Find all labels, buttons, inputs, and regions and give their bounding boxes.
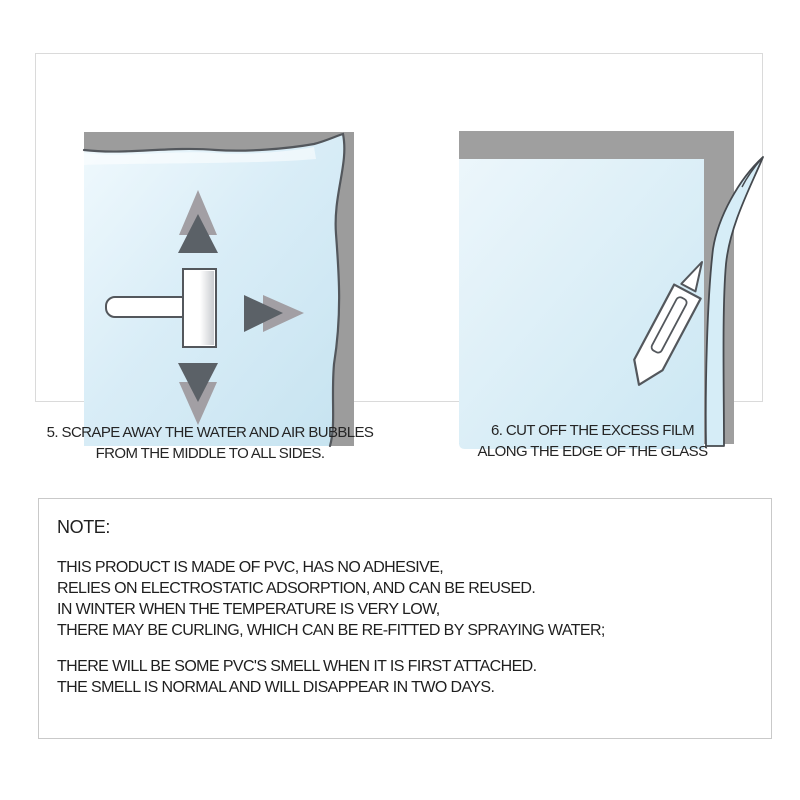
step6-caption-line1: 6. CUT OFF THE EXCESS FILM (490, 422, 695, 439)
note-line: THERE MAY BE CURLING, WHICH CAN BE RE-FITTED BY SPRAYING WATER; (57, 622, 605, 639)
note-box (38, 498, 772, 739)
note-line: RELIES ON ELECTROSTATIC ADSORPTION, AND CAN BE REUSED. (57, 580, 536, 597)
note-paragraph-1 (57, 557, 755, 641)
step5-caption-line1: 5. SCRAPE AWAY THE WATER AND AIR BUBBLES (46, 424, 374, 441)
note-line: THIS PRODUCT IS MADE OF PVC, HAS NO ADHESIVE, (57, 559, 444, 576)
step6-illustration (456, 129, 768, 451)
step6-caption-line2: ALONG THE EDGE OF THE GLASS (477, 443, 708, 460)
step5-caption (20, 422, 400, 464)
note-line: THE SMELL IS NORMAL AND WILL DISAPPEAR IN TWO DAYS. (57, 679, 495, 696)
step5-caption-line2: FROM THE MIDDLE TO ALL SIDES. (95, 445, 325, 462)
note-line: THERE WILL BE SOME PVC'S SMELL WHEN IT IS FIRST ATTACHED. (57, 658, 537, 675)
step5-illustration (81, 129, 361, 451)
note-line: IN WINTER WHEN THE TEMPERATURE IS VERY LOW, (57, 601, 440, 618)
note-paragraph-2 (57, 656, 755, 698)
note-heading: NOTE: (57, 517, 111, 537)
step6-caption (400, 420, 785, 462)
steps-card (35, 53, 763, 402)
